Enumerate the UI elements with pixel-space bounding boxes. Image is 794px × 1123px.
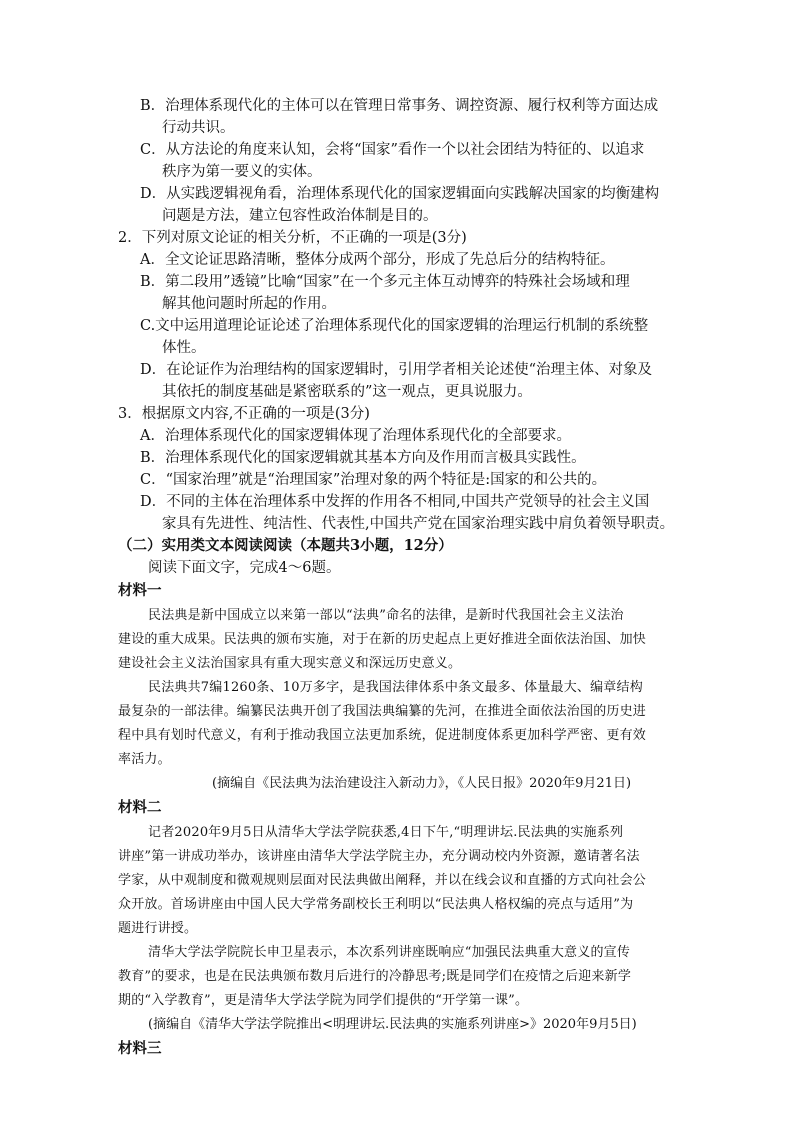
material1-p1-line3: 建设社会主义法治国家具有重大现实意义和深远历史意义。 <box>118 656 462 671</box>
material2-p1-line3: 学家，从中观制度和微观规则层面对民法典做出阐释，并以在线会议和直播的方式向社会公 <box>118 873 647 888</box>
q2-option-b-line2: 解其他问题时所起的作用。 <box>162 296 336 312</box>
material2-source: (摘编自《清华大学法学院推出<明理讲坛.民法典的实施系列讲座>》2020年9月5日) <box>148 1017 637 1032</box>
q2-option-a: A．全文论证思路清晰，整体分成两个部分，形成了先总后分的结构特征。 <box>140 252 615 268</box>
q2-option-c-line2: 体性。 <box>162 340 206 356</box>
q3-option-b: B．治理体系现代化的国家逻辑就其基本方向及作用而言极具实践性。 <box>140 450 586 466</box>
q3-option-d-line1: D．不同的主体在治理体系中发挥的作用各不相同,中国共产党领导的社会主义国 <box>140 494 650 510</box>
q1-option-d-line2: 问题是方法，建立包容性政治体制是目的。 <box>162 208 438 224</box>
q3-option-a: A．治理体系现代化的国家逻辑体现了治理体系现代化的全部要求。 <box>140 428 571 444</box>
material2-p2-line1: 清华大学法学院院长申卫星表示，本次系列讲座既响应“加强民法典重大意义的宣传 <box>148 945 631 960</box>
material1-p2-line3: 程中具有划时代意义，有利于推动我国立法更加系统，促进制度体系更加科学严密、更有效 <box>118 728 647 743</box>
q2-option-d-line2: 其依托的制度基础是紧密联系的”这一观点，更具说服力。 <box>162 384 532 400</box>
material1-title: 材料一 <box>118 582 162 599</box>
section2-heading: （二）实用类文本阅读阅读（本题共3小题，12分） <box>118 537 453 554</box>
material2-p1-line1: 记者2020年9月5日从清华大学法学院获悉,4日下午,“明理讲坛.民法典的实施系列 <box>148 825 624 840</box>
material1-p1-line1: 民法典是新中国成立以来第一部以“法典”命名的法律，是新时代我国社会主义法治 <box>148 608 624 623</box>
q1-option-b-line2: 行动共识。 <box>162 120 235 136</box>
q2-stem: 2．下列对原文论证的相关分析，不正确的一项是(3分) <box>118 230 467 246</box>
material2-p1-line4: 众开放。首场讲座由中国人民大学常务副校长王利明以“民法典人格权编的亮点与适用”为 <box>118 897 634 912</box>
material1-p2-line1: 民法典共7编1260条、10万多字，是我国法律体系中条文最多、体量最大、编章结构 <box>148 680 643 695</box>
material2-p1-line5: 题进行讲授。 <box>118 921 198 936</box>
material1-p2-line4: 率活力。 <box>118 752 171 767</box>
material1-p2-line2: 最复杂的一部法律。编纂民法典开创了我国法典编纂的先河，在推进全面依法治国的历史进 <box>118 704 647 719</box>
section2-instruction: 阅读下面文字，完成4～6题。 <box>148 560 341 576</box>
material2-p2-line2: 教育”的要求，也是在民法典颁布数月后进行的冷静思考;既是同学们在疫情之后迎来新学 <box>118 969 632 984</box>
material2-p2-line3: 期的“入学教育”，更是清华大学法学院为同学们提供的“开学第一课”。 <box>118 993 529 1008</box>
material2-title: 材料二 <box>118 799 162 816</box>
material1-p1-line2: 建设的重大成果。民法典的颁布实施，对于在新的历史起点上更好推进全面依法治国、加快 <box>118 632 647 647</box>
q1-option-c-line1: C．从方法论的角度来认知，会将“国家”看作一个以社会团结为特征的、以追求 <box>140 142 645 158</box>
q3-stem: 3．根据原文内容,不正确的一项是(3分) <box>118 406 370 422</box>
q1-option-d-line1: D．从实践逻辑视角看，治理体系现代化的国家逻辑面向实践解决国家的均衡建构 <box>140 186 660 202</box>
q2-option-d-line1: D．在论证作为治理结构的国家逻辑时，引用学者相关论述使“治理主体、对象及 <box>140 362 653 378</box>
q1-option-b-line1: B．治理体系现代化的主体可以在管理日常事务、调控资源、履行权利等方面达成 <box>140 98 659 114</box>
q3-option-d-line2: 家具有先进性、纯洁性、代表性,中国共产党在国家治理实践中肩负着领导职责。 <box>162 516 675 532</box>
q1-option-c-line2: 秩序为第一要义的实体。 <box>162 164 322 180</box>
q3-option-c: C．“国家治理”就是“治理国家”治理对象的两个特征是:国家的和公共的。 <box>140 472 607 488</box>
material3-title: 材料三 <box>118 1040 162 1057</box>
material1-source: (摘编自《民法典为法治建设注入新动力》，《人民日报》2020年9月21日) <box>212 776 632 791</box>
material2-p1-line2: 讲座”第一讲成功举办，该讲座由清华大学法学院主办，充分调动校内外资源，邀请著名法 <box>118 849 640 864</box>
q2-option-b-line1: B．第二段用”透镜”比喻“国家”在一个多元主体互动博弈的特殊社会场域和理 <box>140 274 630 290</box>
q2-option-c-line1: C.文中运用道理论证论述了治理体系现代化的国家逻辑的治理运行机制的系统整 <box>140 318 649 334</box>
